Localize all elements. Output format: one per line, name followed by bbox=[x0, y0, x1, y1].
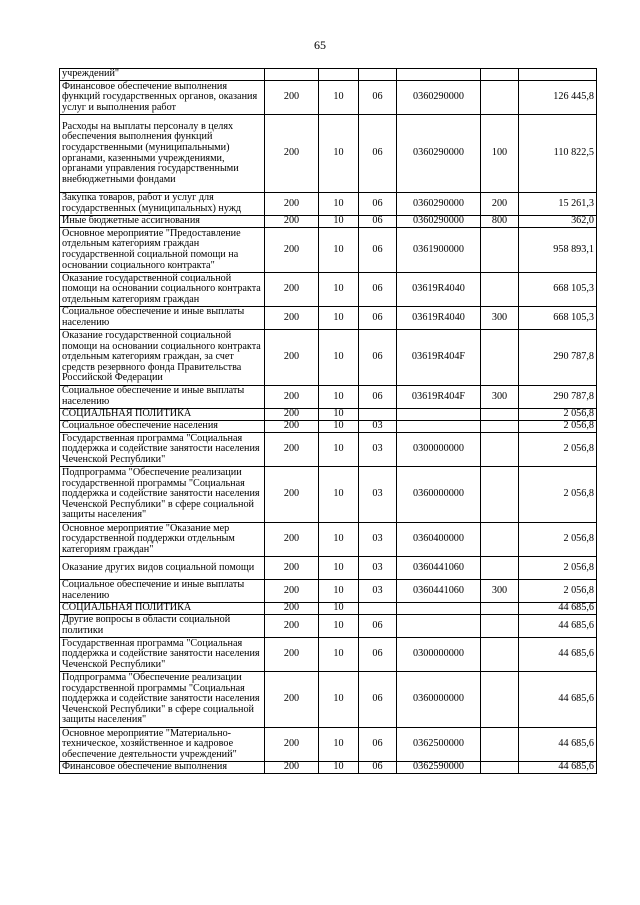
cell-ministry bbox=[265, 69, 319, 81]
cell-target-article: 0361900000 bbox=[397, 228, 481, 273]
cell-amount: 2 056,8 bbox=[519, 467, 597, 523]
cell-expense-type bbox=[481, 81, 519, 115]
budget-table-body bbox=[60, 69, 597, 774]
cell-section: 10 bbox=[319, 115, 359, 193]
table-row bbox=[60, 409, 597, 421]
cell-ministry: 200 bbox=[265, 728, 319, 762]
cell-ministry: 200 bbox=[265, 603, 319, 615]
cell-name: Другие вопросы в области социальной политики bbox=[60, 615, 265, 638]
cell-section: 10 bbox=[319, 81, 359, 115]
cell-amount: 44 685,6 bbox=[519, 615, 597, 638]
cell-section: 10 bbox=[319, 409, 359, 421]
cell-section: 10 bbox=[319, 638, 359, 672]
cell-ministry: 200 bbox=[265, 467, 319, 523]
cell-target-article: 0360290000 bbox=[397, 115, 481, 193]
cell-name: Социальное обеспечение и иные выплаты населению bbox=[60, 386, 265, 409]
cell-expense-type: 300 bbox=[481, 580, 519, 603]
cell-amount: 2 056,8 bbox=[519, 580, 597, 603]
cell-amount: 2 056,8 bbox=[519, 523, 597, 557]
cell-name: Государственная программа "Социальная поддержка и содействие занятости населения Чеченской Республики" bbox=[60, 433, 265, 467]
cell-expense-type bbox=[481, 330, 519, 386]
table-row bbox=[60, 228, 597, 273]
table-row bbox=[60, 615, 597, 638]
cell-subsection: 06 bbox=[359, 115, 397, 193]
cell-name: Иные бюджетные ассигнования bbox=[60, 216, 265, 228]
cell-subsection: 06 bbox=[359, 330, 397, 386]
cell-target-article: 0360441060 bbox=[397, 580, 481, 603]
cell-section: 10 bbox=[319, 216, 359, 228]
cell-name: Оказание государственной социальной помощи на основании социального контракта отдельным категориям граждан bbox=[60, 273, 265, 307]
cell-ministry: 200 bbox=[265, 307, 319, 330]
cell-amount: 362,0 bbox=[519, 216, 597, 228]
cell-name: Оказание государственной социальной помощи на основании социального контракта отдельным категориям граждан, за счет средств резервного фонда Правительства Российской Федерации bbox=[60, 330, 265, 386]
cell-amount: 44 685,6 bbox=[519, 603, 597, 615]
cell-target-article: 03619R404F bbox=[397, 330, 481, 386]
cell-target-article: 0362590000 bbox=[397, 762, 481, 774]
cell-ministry: 200 bbox=[265, 421, 319, 433]
table-row bbox=[60, 638, 597, 672]
cell-amount: 958 893,1 bbox=[519, 228, 597, 273]
cell-target-article: 0360290000 bbox=[397, 81, 481, 115]
cell-section: 10 bbox=[319, 193, 359, 216]
cell-ministry: 200 bbox=[265, 672, 319, 728]
cell-subsection: 03 bbox=[359, 557, 397, 580]
cell-amount: 44 685,6 bbox=[519, 672, 597, 728]
cell-expense-type bbox=[481, 523, 519, 557]
table-row bbox=[60, 672, 597, 728]
cell-amount: 2 056,8 bbox=[519, 409, 597, 421]
cell-subsection: 06 bbox=[359, 307, 397, 330]
table-row bbox=[60, 421, 597, 433]
table-row bbox=[60, 273, 597, 307]
cell-target-article: 03619R404F bbox=[397, 386, 481, 409]
cell-subsection: 06 bbox=[359, 386, 397, 409]
cell-target-article: 0360290000 bbox=[397, 216, 481, 228]
cell-name: Основное мероприятие "Оказание мер государственной поддержки отдельным категориям граждан" bbox=[60, 523, 265, 557]
cell-subsection: 03 bbox=[359, 523, 397, 557]
cell-section: 10 bbox=[319, 557, 359, 580]
cell-expense-type bbox=[481, 273, 519, 307]
cell-subsection: 06 bbox=[359, 615, 397, 638]
cell-section bbox=[319, 69, 359, 81]
cell-section: 10 bbox=[319, 762, 359, 774]
cell-subsection: 06 bbox=[359, 672, 397, 728]
cell-subsection bbox=[359, 409, 397, 421]
cell-section: 10 bbox=[319, 615, 359, 638]
cell-section: 10 bbox=[319, 580, 359, 603]
cell-ministry: 200 bbox=[265, 273, 319, 307]
cell-name: СОЦИАЛЬНАЯ ПОЛИТИКА bbox=[60, 603, 265, 615]
cell-ministry: 200 bbox=[265, 193, 319, 216]
cell-target-article bbox=[397, 69, 481, 81]
cell-subsection: 03 bbox=[359, 421, 397, 433]
cell-expense-type bbox=[481, 638, 519, 672]
table-row bbox=[60, 728, 597, 762]
cell-name: Основное мероприятие "Предоставление отдельным категориям граждан государственной социальной помощи на основании социального контракта" bbox=[60, 228, 265, 273]
cell-subsection: 03 bbox=[359, 580, 397, 603]
cell-subsection: 06 bbox=[359, 216, 397, 228]
cell-name: Подпрограмма "Обеспечение реализации государственной программы "Социальная поддержка и содействие занятости населения Чеченской Республики" в сфере социальной защиты населения" bbox=[60, 467, 265, 523]
table-row bbox=[60, 580, 597, 603]
cell-name: СОЦИАЛЬНАЯ ПОЛИТИКА bbox=[60, 409, 265, 421]
cell-section: 10 bbox=[319, 228, 359, 273]
cell-target-article bbox=[397, 409, 481, 421]
cell-expense-type bbox=[481, 672, 519, 728]
cell-ministry: 200 bbox=[265, 580, 319, 603]
cell-name: учреждений" bbox=[60, 69, 265, 81]
cell-target-article: 0360441060 bbox=[397, 557, 481, 580]
cell-target-article: 03619R4040 bbox=[397, 273, 481, 307]
cell-subsection: 03 bbox=[359, 467, 397, 523]
cell-section: 10 bbox=[319, 603, 359, 615]
cell-name: Закупка товаров, работ и услуг для государственных (муниципальных) нужд bbox=[60, 193, 265, 216]
cell-expense-type: 800 bbox=[481, 216, 519, 228]
table-row bbox=[60, 115, 597, 193]
table-row bbox=[60, 330, 597, 386]
cell-expense-type bbox=[481, 228, 519, 273]
cell-name: Подпрограмма "Обеспечение реализации государственной программы "Социальная поддержка и содействие занятости населения Чеченской Республики" в сфере социальной защиты населения" bbox=[60, 672, 265, 728]
cell-section: 10 bbox=[319, 273, 359, 307]
cell-amount: 44 685,6 bbox=[519, 638, 597, 672]
cell-expense-type: 200 bbox=[481, 193, 519, 216]
cell-section: 10 bbox=[319, 421, 359, 433]
cell-expense-type: 100 bbox=[481, 115, 519, 193]
table-row bbox=[60, 193, 597, 216]
cell-name: Государственная программа "Социальная поддержка и содействие занятости населения Чеченской Республики" bbox=[60, 638, 265, 672]
cell-ministry: 200 bbox=[265, 638, 319, 672]
page-number: 65 bbox=[314, 38, 326, 52]
cell-amount: 44 685,6 bbox=[519, 762, 597, 774]
cell-subsection: 06 bbox=[359, 273, 397, 307]
cell-name: Социальное обеспечение и иные выплаты населению bbox=[60, 307, 265, 330]
cell-subsection bbox=[359, 603, 397, 615]
cell-ministry: 200 bbox=[265, 228, 319, 273]
cell-ministry: 200 bbox=[265, 81, 319, 115]
cell-amount: 2 056,8 bbox=[519, 421, 597, 433]
table-row bbox=[60, 81, 597, 115]
cell-section: 10 bbox=[319, 467, 359, 523]
cell-expense-type bbox=[481, 69, 519, 81]
cell-subsection: 06 bbox=[359, 193, 397, 216]
cell-expense-type bbox=[481, 762, 519, 774]
cell-expense-type: 300 bbox=[481, 307, 519, 330]
cell-name: Финансовое обеспечение выполнения функций государственных органов, оказания услуг и выполнения работ bbox=[60, 81, 265, 115]
cell-ministry: 200 bbox=[265, 557, 319, 580]
cell-ministry: 200 bbox=[265, 433, 319, 467]
cell-expense-type bbox=[481, 467, 519, 523]
cell-target-article: 0360000000 bbox=[397, 467, 481, 523]
cell-name: Социальное обеспечение и иные выплаты населению bbox=[60, 580, 265, 603]
cell-ministry: 200 bbox=[265, 409, 319, 421]
cell-target-article: 0362500000 bbox=[397, 728, 481, 762]
table-row bbox=[60, 386, 597, 409]
cell-subsection: 06 bbox=[359, 228, 397, 273]
cell-expense-type bbox=[481, 557, 519, 580]
cell-name: Финансовое обеспечение выполнения bbox=[60, 762, 265, 774]
cell-ministry: 200 bbox=[265, 386, 319, 409]
cell-amount bbox=[519, 69, 597, 81]
cell-ministry: 200 bbox=[265, 523, 319, 557]
table-row bbox=[60, 523, 597, 557]
cell-ministry: 200 bbox=[265, 762, 319, 774]
cell-amount: 44 685,6 bbox=[519, 728, 597, 762]
table-row bbox=[60, 603, 597, 615]
cell-ministry: 200 bbox=[265, 330, 319, 386]
cell-amount: 290 787,8 bbox=[519, 330, 597, 386]
cell-ministry: 200 bbox=[265, 216, 319, 228]
table-row bbox=[60, 467, 597, 523]
cell-target-article: 0300000000 bbox=[397, 638, 481, 672]
cell-amount: 2 056,8 bbox=[519, 557, 597, 580]
cell-section: 10 bbox=[319, 330, 359, 386]
cell-name: Основное мероприятие "Материально-техническое, хозяйственное и кадровое обеспечение деятельности учреждений" bbox=[60, 728, 265, 762]
cell-section: 10 bbox=[319, 728, 359, 762]
cell-target-article: 0360000000 bbox=[397, 672, 481, 728]
cell-target-article: 03619R4040 bbox=[397, 307, 481, 330]
cell-subsection: 06 bbox=[359, 728, 397, 762]
table-row bbox=[60, 433, 597, 467]
cell-amount: 668 105,3 bbox=[519, 307, 597, 330]
cell-expense-type bbox=[481, 615, 519, 638]
cell-name: Социальное обеспечение населения bbox=[60, 421, 265, 433]
cell-expense-type bbox=[481, 421, 519, 433]
cell-target-article: 0300000000 bbox=[397, 433, 481, 467]
cell-ministry: 200 bbox=[265, 115, 319, 193]
cell-expense-type bbox=[481, 603, 519, 615]
cell-section: 10 bbox=[319, 672, 359, 728]
cell-target-article bbox=[397, 603, 481, 615]
cell-section: 10 bbox=[319, 523, 359, 557]
cell-name: Расходы на выплаты персоналу в целях обеспечения выполнения функций государственными (муниципальными) органами, казенными учреждениями, органами управления государственными внебюджетными фондами bbox=[60, 115, 265, 193]
table-row bbox=[60, 216, 597, 228]
cell-expense-type bbox=[481, 728, 519, 762]
cell-amount: 110 822,5 bbox=[519, 115, 597, 193]
cell-expense-type: 300 bbox=[481, 386, 519, 409]
cell-amount: 126 445,8 bbox=[519, 81, 597, 115]
cell-subsection: 06 bbox=[359, 762, 397, 774]
cell-subsection bbox=[359, 69, 397, 81]
cell-target-article: 0360400000 bbox=[397, 523, 481, 557]
table-row bbox=[60, 69, 597, 81]
cell-target-article bbox=[397, 615, 481, 638]
cell-section: 10 bbox=[319, 386, 359, 409]
cell-target-article: 0360290000 bbox=[397, 193, 481, 216]
table-row bbox=[60, 307, 597, 330]
table-row bbox=[60, 557, 597, 580]
cell-section: 10 bbox=[319, 433, 359, 467]
cell-name: Оказание других видов социальной помощи bbox=[60, 557, 265, 580]
cell-ministry: 200 bbox=[265, 615, 319, 638]
cell-subsection: 06 bbox=[359, 638, 397, 672]
table-row bbox=[60, 762, 597, 774]
cell-target-article bbox=[397, 421, 481, 433]
cell-expense-type bbox=[481, 409, 519, 421]
cell-amount: 2 056,8 bbox=[519, 433, 597, 467]
cell-subsection: 03 bbox=[359, 433, 397, 467]
cell-subsection: 06 bbox=[359, 81, 397, 115]
budget-table bbox=[59, 68, 597, 774]
cell-amount: 668 105,3 bbox=[519, 273, 597, 307]
cell-amount: 15 261,3 bbox=[519, 193, 597, 216]
cell-expense-type bbox=[481, 433, 519, 467]
cell-amount: 290 787,8 bbox=[519, 386, 597, 409]
cell-section: 10 bbox=[319, 307, 359, 330]
